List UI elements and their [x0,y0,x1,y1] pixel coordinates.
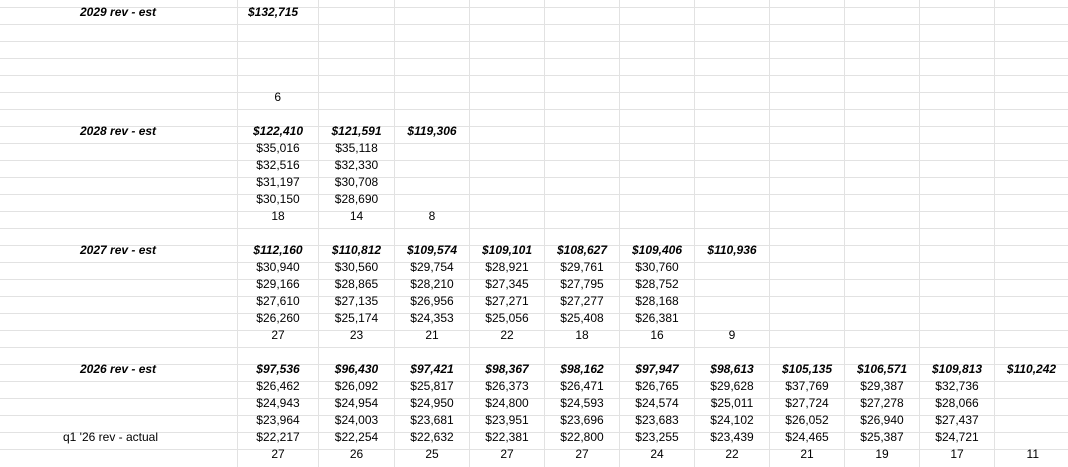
total-2027-col7[interactable]: $110,936 [707,243,757,257]
row-label-q1-actual[interactable]: q1 '26 rev - actual [63,430,159,444]
value-cell[interactable]: $28,210 [410,277,454,291]
value-cell[interactable]: $24,954 [334,396,379,410]
count-2029-col1[interactable]: 6 [274,90,281,104]
total-2026-col1[interactable]: $97,536 [256,362,300,376]
count-cell[interactable]: 19 [875,447,889,461]
value-cell[interactable]: $31,197 [256,175,300,189]
value-cell[interactable]: $23,439 [710,430,754,444]
count-cell[interactable]: 8 [428,209,436,223]
value-cell[interactable]: $27,278 [860,396,904,410]
value-cell[interactable]: $27,345 [485,277,529,291]
value-cell[interactable]: $26,765 [635,379,679,393]
count-cell[interactable]: 22 [500,328,514,342]
count-cell[interactable]: 24 [650,447,664,461]
value-cell[interactable]: $23,696 [560,413,604,427]
value-cell[interactable]: $27,724 [785,396,829,410]
total-2026-col4[interactable]: $98,367 [485,362,529,376]
value-cell[interactable]: $24,721 [935,430,979,444]
row-label-2026[interactable]: 2026 rev - est [80,362,157,376]
value-cell[interactable]: $22,217 [256,430,300,444]
total-2026-col7[interactable]: $98,613 [710,362,754,376]
count-cell[interactable]: 27 [271,328,285,342]
total-2027-col6[interactable]: $109,406 [631,243,683,257]
count-cell[interactable]: 23 [349,328,364,342]
value-cell[interactable]: $23,683 [635,413,679,427]
value-cell[interactable]: $28,921 [485,260,529,274]
value-cell[interactable]: $23,681 [410,413,454,427]
count-cell[interactable]: 22 [725,447,739,461]
value-cell[interactable]: $30,940 [256,260,300,274]
total-2026-col2[interactable]: $96,430 [334,362,379,376]
value-cell[interactable]: $23,964 [256,413,300,427]
value-cell[interactable]: $28,752 [635,277,679,291]
total-2026-col8[interactable]: $105,135 [781,362,833,376]
count-cell[interactable]: 17 [950,447,964,461]
value-cell[interactable]: $29,628 [710,379,754,393]
value-cell[interactable]: $27,277 [560,294,604,308]
value-cell[interactable]: $28,690 [334,192,379,206]
value-cell[interactable]: $29,387 [860,379,904,393]
value-cell[interactable]: $26,956 [410,294,454,308]
total-2028-col2[interactable]: $121,591 [331,124,382,138]
count-cell[interactable]: 25 [425,447,439,461]
count-cell[interactable]: 11 [1026,447,1039,461]
value-cell[interactable]: $26,373 [485,379,529,393]
value-cell[interactable]: $29,166 [256,277,300,291]
total-2027-col5[interactable]: $108,627 [556,243,608,257]
value-cell[interactable]: $23,951 [485,413,529,427]
value-cell[interactable]: $35,016 [256,141,300,155]
value-cell[interactable]: $27,135 [334,294,379,308]
value-cell[interactable]: $25,056 [485,311,529,325]
value-cell[interactable]: $24,574 [635,396,679,410]
count-cell[interactable]: 18 [271,209,285,223]
total-2027-col3[interactable]: $109,574 [406,243,458,257]
value-cell[interactable]: $23,255 [635,430,679,444]
value-cell[interactable]: $30,150 [256,192,300,206]
total-2026-col9[interactable]: $106,571 [856,362,908,376]
total-2026-col11[interactable]: $110,242 [1006,362,1057,376]
count-cell[interactable]: 16 [650,328,664,342]
value-cell[interactable]: $24,593 [560,396,604,410]
value-cell[interactable]: $28,066 [935,396,979,410]
value-cell[interactable]: $22,254 [334,430,379,444]
total-2026-col5[interactable]: $98,162 [560,362,604,376]
count-cell[interactable]: 14 [349,209,364,223]
count-cell[interactable]: 21 [800,447,814,461]
value-cell[interactable]: $32,330 [334,158,379,172]
total-2026-col6[interactable]: $97,947 [635,362,679,376]
value-cell[interactable]: $30,760 [635,260,679,274]
count-cell[interactable]: 18 [575,328,589,342]
total-2027-col4[interactable]: $109,101 [481,243,533,257]
value-cell[interactable]: $24,353 [410,311,454,325]
row-label-2029[interactable]: 2029 rev - est [80,5,157,19]
value-cell[interactable]: $28,168 [635,294,679,308]
value-cell[interactable]: $25,817 [410,379,454,393]
value-cell[interactable]: $24,800 [485,396,529,410]
value-cell[interactable]: $25,408 [560,311,604,325]
count-cell[interactable]: 27 [500,447,514,461]
value-cell[interactable]: $29,754 [410,260,454,274]
value-cell[interactable]: $24,943 [256,396,300,410]
total-2029-col1[interactable]: $132,715 [248,5,299,19]
value-cell[interactable]: $26,940 [860,413,904,427]
value-cell[interactable]: $27,437 [935,413,979,427]
value-cell[interactable]: $26,471 [560,379,604,393]
value-cell[interactable]: $25,174 [334,311,379,325]
total-2028-col3[interactable]: $119,306 [407,124,457,138]
value-cell[interactable]: $28,865 [334,277,379,291]
value-cell[interactable]: $27,610 [256,294,300,308]
total-2026-col10[interactable]: $109,813 [931,362,983,376]
value-cell[interactable]: $26,381 [635,311,679,325]
row-label-2028[interactable]: 2028 rev - est [80,124,157,138]
value-cell[interactable]: $32,516 [256,158,300,172]
value-cell[interactable]: $24,003 [334,413,379,427]
value-cell[interactable]: $26,462 [256,379,300,393]
value-cell[interactable]: $26,092 [334,379,379,393]
value-cell[interactable]: $27,795 [560,277,604,291]
value-cell[interactable]: $24,465 [785,430,829,444]
value-cell[interactable]: $30,560 [334,260,379,274]
row-label-2027[interactable]: 2027 rev - est [80,243,157,257]
count-cell[interactable]: 27 [575,447,589,461]
total-2026-col3[interactable]: $97,421 [410,362,454,376]
value-cell[interactable]: $35,118 [335,141,378,155]
value-cell[interactable]: $29,761 [560,260,604,274]
value-cell[interactable]: $25,387 [860,430,904,444]
count-cell[interactable]: 9 [728,328,736,342]
count-cell[interactable]: 27 [271,447,285,461]
value-cell[interactable]: $22,632 [410,430,454,444]
total-2027-col1[interactable]: $112,160 [253,243,303,257]
value-cell[interactable]: $37,769 [785,379,829,393]
count-cell[interactable]: 26 [349,447,364,461]
value-cell[interactable]: $27,271 [485,294,529,308]
count-cell[interactable]: 21 [425,328,439,342]
total-2028-col1[interactable]: $122,410 [252,124,304,138]
value-cell[interactable]: $30,708 [334,175,379,189]
total-2027-col2[interactable]: $110,812 [331,243,382,257]
value-cell[interactable]: $32,736 [935,379,979,393]
value-cell[interactable]: $22,800 [560,430,604,444]
value-cell[interactable]: $25,011 [710,396,754,410]
value-cell[interactable]: $26,260 [256,311,300,325]
value-cell[interactable]: $24,102 [710,413,754,427]
value-cell[interactable]: $24,950 [410,396,454,410]
value-cell[interactable]: $22,381 [485,430,529,444]
value-cell[interactable]: $26,052 [785,413,829,427]
